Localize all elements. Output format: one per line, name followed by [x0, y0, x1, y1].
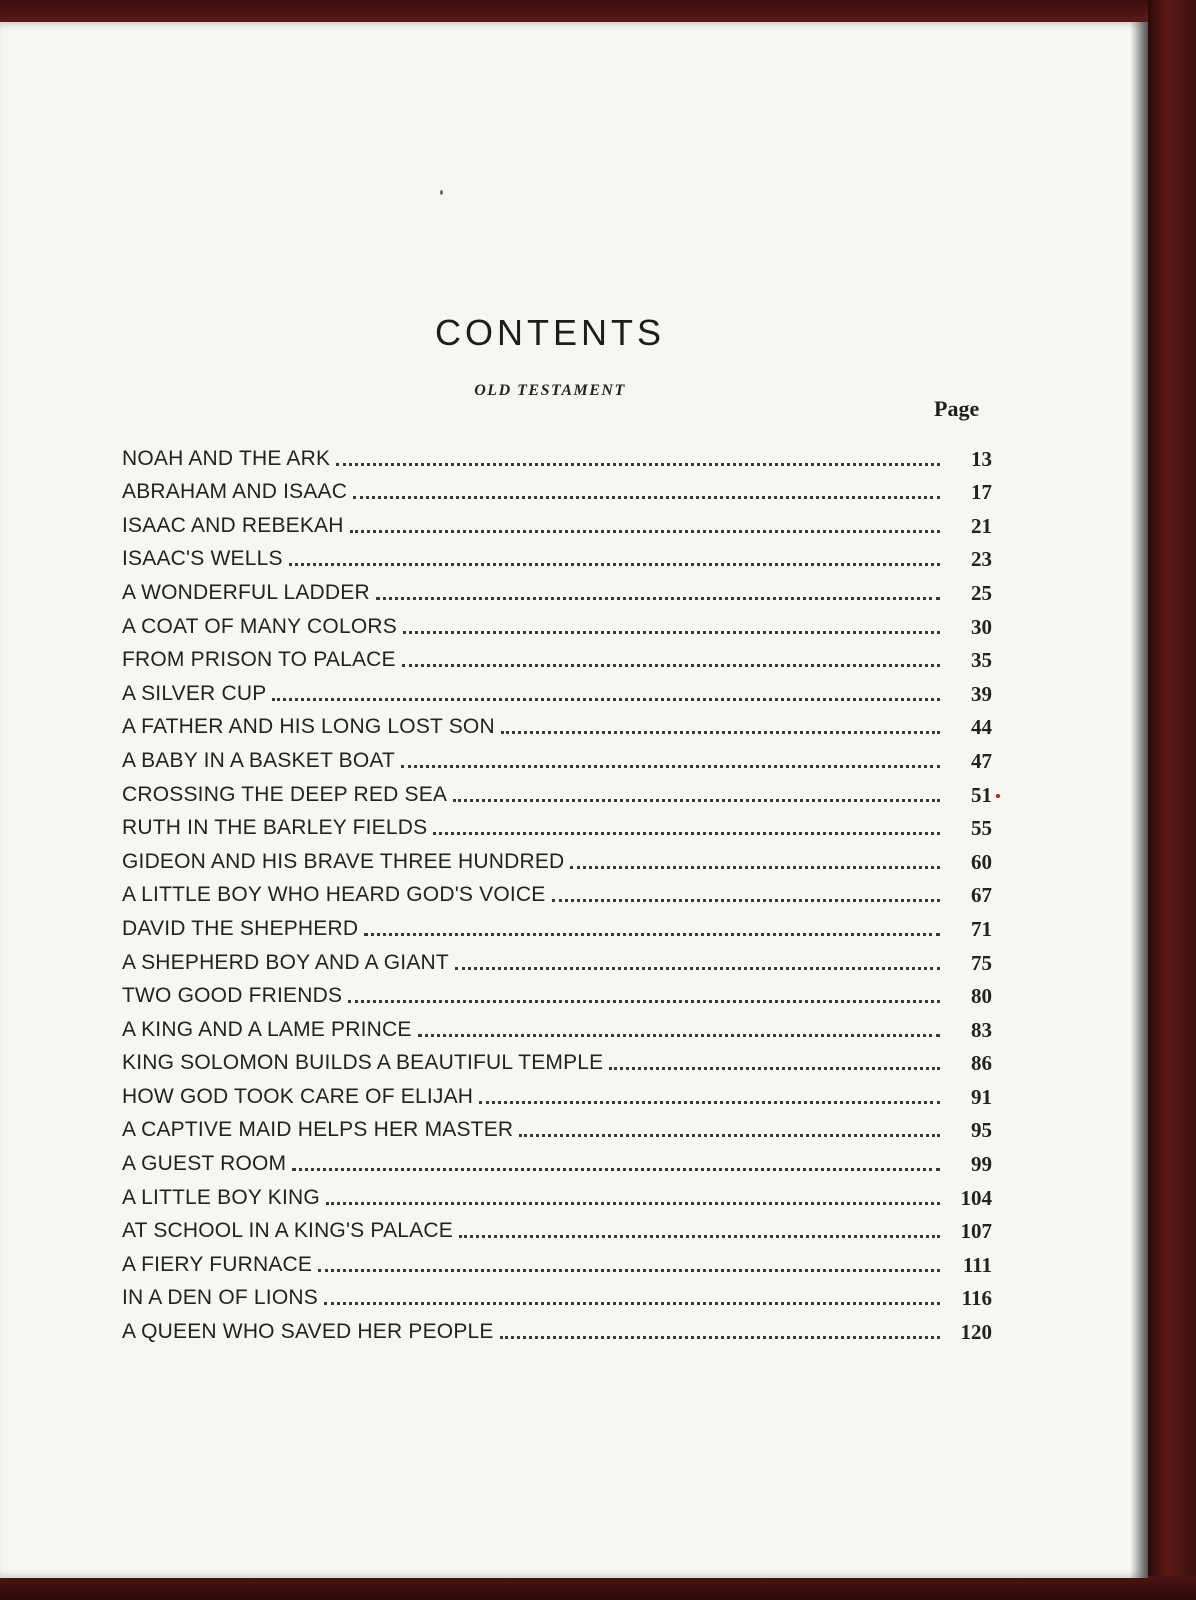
toc-entry-title: A KING AND A LAME PRINCE	[122, 1017, 412, 1041]
toc-entry-page: 83	[971, 1017, 992, 1042]
toc-entry	[122, 1143, 992, 1177]
toc-entry	[122, 808, 992, 842]
toc-entry-title: A FATHER AND HIS LONG LOST SON	[122, 715, 495, 739]
toc-entry-page: 86	[971, 1051, 992, 1076]
toc-entry-title: A GUEST ROOM	[122, 1152, 287, 1176]
toc-entry-title: A SHEPHERD BOY AND A GIANT	[122, 950, 449, 974]
toc-entry-title: ISAAC AND REBEKAH	[122, 513, 344, 537]
dot-leader	[348, 999, 940, 1003]
toc-entry-title: KING SOLOMON BUILDS A BEAUTIFUL TEMPLE	[122, 1051, 604, 1075]
toc-entry-title: FROM PRISON TO PALACE	[122, 648, 396, 672]
dot-leader	[455, 966, 940, 970]
paper-speck	[440, 190, 443, 195]
toc-entry-page: 116	[961, 1286, 992, 1311]
toc-entry-page: 71	[971, 916, 992, 941]
toc-entry	[122, 606, 992, 640]
dot-leader	[609, 1066, 940, 1070]
toc-entry	[122, 1110, 992, 1144]
toc-entry-page: 107	[960, 1219, 992, 1244]
dot-leader	[501, 730, 940, 734]
toc-entry	[122, 908, 992, 942]
dot-leader	[403, 630, 940, 634]
dot-leader	[453, 798, 940, 802]
toc-entry	[122, 976, 992, 1010]
toc-entry	[122, 1211, 992, 1245]
dot-leader	[364, 932, 940, 936]
dot-leader	[418, 1033, 940, 1037]
toc-entry-title: A LITTLE BOY KING	[122, 1185, 320, 1209]
book-cover-edge-top	[0, 0, 1196, 22]
dot-leader	[292, 1167, 940, 1171]
toc-entry	[122, 875, 992, 909]
dot-leader	[336, 462, 940, 466]
toc-entry-title: NOAH AND THE ARK	[122, 446, 331, 470]
toc-entry	[122, 572, 992, 606]
toc-entry	[122, 640, 992, 674]
toc-entry-title: A COAT OF MANY COLORS	[122, 614, 397, 638]
dot-leader	[479, 1100, 940, 1104]
dot-leader	[376, 596, 940, 600]
toc-entry-page: 104	[960, 1185, 992, 1210]
page-edge-shadow	[1130, 22, 1148, 1578]
dot-leader	[401, 764, 940, 768]
toc-entry-title: A SILVER CUP	[122, 681, 267, 705]
toc-entry-page: 17	[971, 480, 992, 505]
book-cover-edge-bottom	[0, 1576, 1196, 1600]
contents-title: CONTENTS	[435, 312, 665, 353]
toc-entry-title: RUTH IN THE BARLEY FIELDS	[122, 816, 428, 840]
toc-entry-title: A CAPTIVE MAID HELPS HER MASTER	[122, 1118, 514, 1142]
toc-entry-title: HOW GOD TOOK CARE OF ELIJAH	[122, 1084, 474, 1108]
toc-entry-page: 23	[971, 547, 992, 572]
toc-entry-title: GIDEON AND HIS BRAVE THREE HUNDRED	[122, 849, 565, 873]
dot-leader	[350, 529, 940, 533]
toc-entry-title: DAVID THE SHEPHERD	[122, 916, 359, 940]
toc-entry	[122, 707, 992, 741]
toc-entry	[122, 1311, 992, 1345]
toc-entry	[122, 1009, 992, 1043]
dot-leader	[570, 865, 940, 869]
toc-entry	[122, 841, 992, 875]
dot-leader	[326, 1201, 940, 1205]
toc-entry-page: 60	[971, 849, 992, 874]
toc-entry-title: A BABY IN A BASKET BOAT	[122, 748, 396, 772]
toc-entry	[122, 1278, 992, 1312]
toc-entry-title: TWO GOOD FRIENDS	[122, 984, 343, 1008]
toc-entry	[122, 740, 992, 774]
toc-entry-page: 13	[971, 446, 992, 471]
toc-entry	[122, 1177, 992, 1211]
dot-leader	[272, 697, 940, 701]
toc-entry-page: 75	[971, 950, 992, 975]
toc-entry-title: CROSSING THE DEEP RED SEA	[122, 782, 448, 806]
toc-entry	[122, 673, 992, 707]
toc-entry-page: 80	[971, 984, 992, 1009]
toc-entry-title: A FIERY FURNACE	[122, 1252, 313, 1276]
toc-entry-page: 30	[971, 614, 992, 639]
toc-entry-page: 120	[960, 1320, 992, 1345]
toc-entry	[122, 539, 992, 573]
toc-entry-page: 99	[971, 1152, 992, 1177]
book-page	[0, 22, 1148, 1578]
dot-leader	[353, 495, 940, 499]
toc-entry-page: 95	[971, 1118, 992, 1143]
toc-entry-page: 51	[971, 782, 992, 807]
toc-entry	[122, 1043, 992, 1077]
toc-entry-title: A WONDERFUL LADDER	[122, 580, 370, 604]
book-cover-edge-right	[1148, 0, 1196, 1600]
toc-entry-page: 21	[971, 513, 992, 538]
toc-entry-page: 111	[962, 1252, 992, 1277]
toc-entry-page: 47	[971, 748, 992, 773]
dot-leader	[433, 831, 940, 835]
page-column-label: Page	[934, 396, 980, 421]
toc-entry-page: 35	[971, 648, 992, 673]
toc-entry	[122, 1244, 992, 1278]
toc-entry-page: 67	[971, 883, 992, 908]
toc-entry	[122, 472, 992, 506]
toc-entry-page: 39	[971, 681, 992, 706]
dot-leader	[500, 1335, 940, 1339]
toc-entry	[122, 505, 992, 539]
toc-entry-page: 44	[971, 715, 992, 740]
dot-leader	[552, 898, 940, 902]
toc-entry-title: A QUEEN WHO SAVED HER PEOPLE	[122, 1320, 494, 1344]
toc-entry	[122, 774, 992, 808]
paper-speck	[996, 794, 1000, 798]
toc-entry	[122, 1076, 992, 1110]
toc-entry-title: IN A DEN OF LIONS	[122, 1286, 318, 1310]
dot-leader	[324, 1301, 940, 1305]
dot-leader	[289, 562, 940, 566]
toc-entry-title: A LITTLE BOY WHO HEARD GOD'S VOICE	[122, 883, 546, 907]
toc-entry	[122, 942, 992, 976]
dot-leader	[519, 1133, 940, 1137]
section-heading: OLD TESTAMENT	[474, 382, 626, 399]
table-of-contents	[122, 438, 992, 1345]
toc-entry	[122, 438, 992, 472]
dot-leader	[402, 663, 940, 667]
toc-entry-title: ABRAHAM AND ISAAC	[122, 480, 348, 504]
toc-entry-title: AT SCHOOL IN A KING'S PALACE	[122, 1219, 453, 1243]
toc-entry-page: 91	[971, 1084, 992, 1109]
dot-leader	[318, 1268, 940, 1272]
toc-entry-page: 25	[971, 580, 992, 605]
dot-leader	[459, 1234, 940, 1238]
toc-entry-title: ISAAC'S WELLS	[122, 547, 283, 571]
toc-entry-page: 55	[971, 816, 992, 841]
